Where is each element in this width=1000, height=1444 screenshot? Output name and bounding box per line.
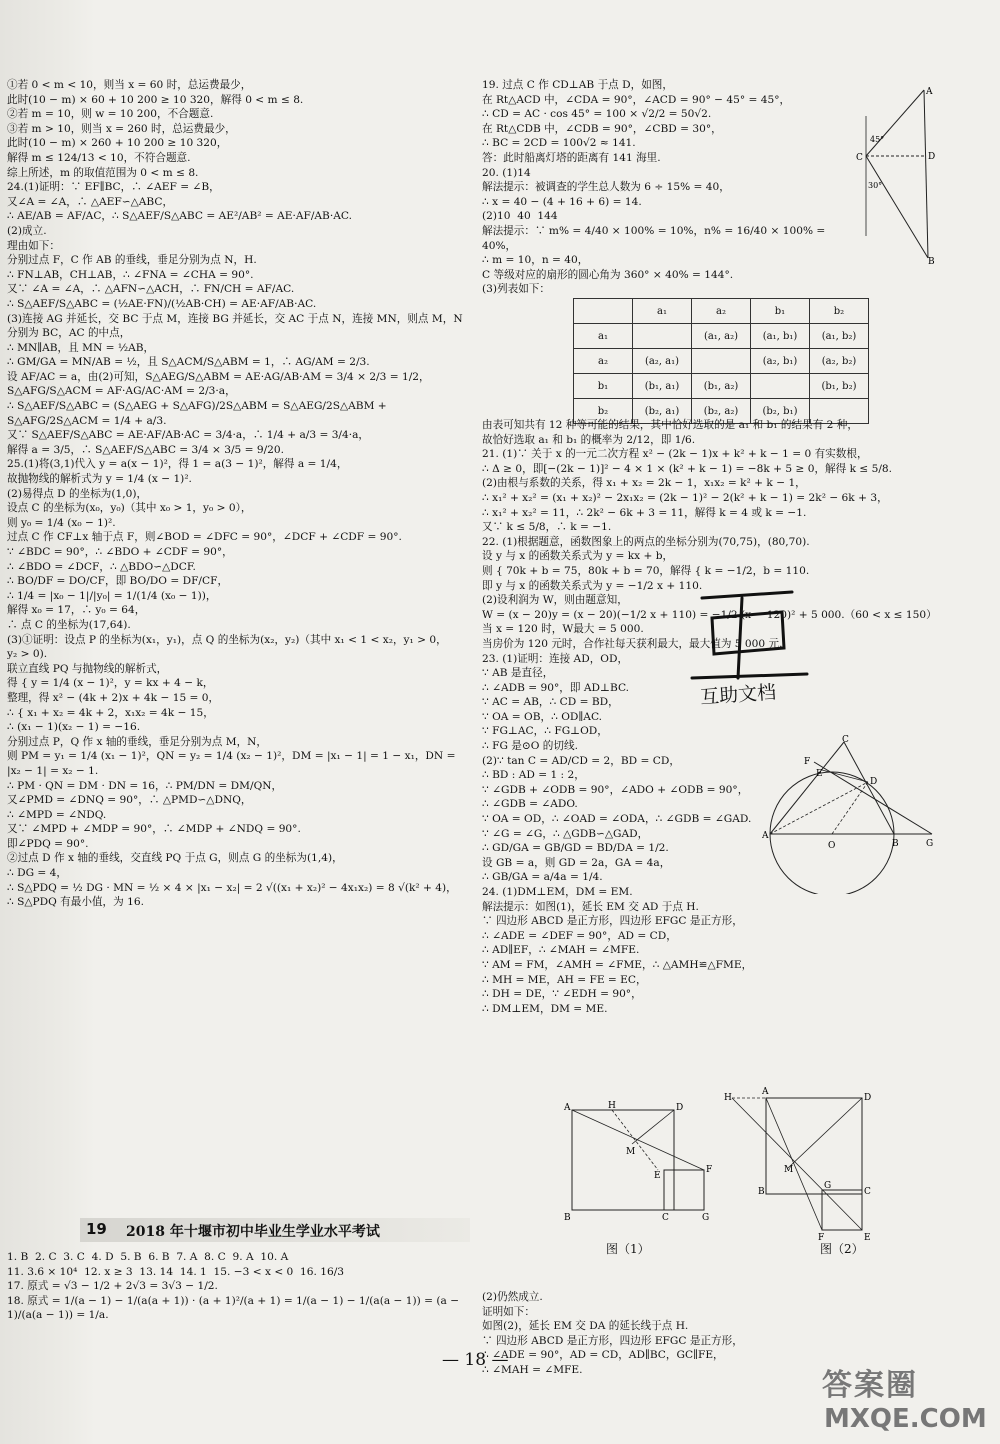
solution-line: 证明如下： — [482, 1305, 535, 1318]
solution-line: ∴ ∠ADE = ∠DEF = 90°，AD = CD， — [482, 929, 677, 942]
solution-line: 得 { y = 1/4 (x − 1)²，y = kx + 4 − k， — [7, 677, 214, 690]
solution-line: ∴ DM⊥EM，DM = ME. — [482, 1002, 608, 1015]
solution-line: 理由如下： — [7, 239, 60, 252]
fig1-caption: 图（1） — [606, 1242, 650, 1256]
table-cell: a₁ — [574, 324, 633, 349]
solution-line: ②若 m = 10，则 w = 10 200，不合题意. — [7, 108, 214, 121]
circle-label-a: A — [762, 831, 769, 841]
table-cell: b₂ — [574, 399, 633, 424]
table-cell: (a₂, b₁) — [751, 349, 810, 374]
ship-label-45: 45° — [870, 135, 885, 144]
solution-line: ∴ AE/AB = AF/AC，∴ S△AEF/S△ABC = AE²/AB² = AE·AF/AB·AC. — [7, 210, 352, 223]
fig2-label-f: F — [818, 1233, 825, 1243]
fig2-caption: 图（2） — [820, 1242, 864, 1256]
table-cell: (a₂, a₁) — [633, 349, 692, 374]
table-cell: (b₁, a₁) — [633, 374, 692, 399]
solution-line: 整理，得 x² − (4k + 2)x + 4k − 15 = 0， — [7, 691, 220, 704]
circle-label-b: B — [892, 839, 899, 849]
solution-line: ∴ MN∥AB，且 MN = ½AB， — [7, 341, 155, 354]
circle-label-g: G — [926, 839, 934, 849]
solution-line: W = (x − 20)y = (x − 20)(−1/2 x + 110) = −1/2 (x − 120)² + 5 000.（60 < x ≤ 150） — [482, 608, 937, 621]
solution-line: 即 y 与 x 的函数关系式为 y = −1/2 x + 110. — [482, 579, 703, 592]
fig1-label-h: H — [608, 1101, 616, 1111]
table-cell: (a₁, a₂) — [692, 324, 751, 349]
circle-label-c: C — [842, 735, 849, 745]
watermark-url: MXQE.COM — [824, 1404, 987, 1434]
right-column-top — [482, 78, 852, 297]
solution-line: ∵ FG⊥AC，∴ FG⊥OD， — [482, 725, 608, 738]
solution-line: 23. (1)证明：连接 AD，OD， — [482, 652, 629, 665]
solution-line: 故抛物线的解析式为 y = 1/4 (x − 1)². — [7, 473, 192, 486]
page-number: — 18 — — [442, 1350, 509, 1370]
solution-line: 则 y₀ = 1/4 (x₀ − 1)². — [7, 516, 116, 529]
solution-line: (2)仍然成立. — [482, 1291, 543, 1303]
solution-line: 当 x = 120 时，W最大 = 5 000. — [482, 623, 644, 636]
table-cell: (a₂, b₂) — [810, 349, 869, 374]
solution-line: ∴ MH = ME，AH = FE = EC， — [482, 973, 647, 986]
solution-line: ∴ x₁² + x₂² = (x₁ + x₂)² − 2x₁x₂ = (2k − 1)² − 2(k² + k − 1) = 2k² − 6k + 3， — [482, 491, 888, 504]
fig1-label-m: M — [626, 1147, 636, 1157]
solution-line: 又∵ ∠A = ∠A，∴ △AFN∽△ACH，∴ FN/CH = AF/AC. — [7, 283, 295, 296]
circle-label-d: D — [870, 777, 878, 787]
solution-line: ∴ S△AEF/S△ABC = (½AE·FN)/(½AB·CH) = AE·AF/AB·AC. — [7, 297, 317, 310]
solution-line: y₂ > 0). — [7, 648, 48, 661]
solution-line: ∴ 1/4 = |x₀ − 1|/|y₀| = 1/(1/4 (x₀ − 1))， — [7, 589, 217, 602]
solution-line: ∴ ∠MPD = ∠NDQ. — [7, 808, 107, 821]
answers-block — [7, 1250, 473, 1323]
square-figure-2 — [722, 1086, 882, 1246]
solution-line: 19. 过点 C 作 CD⊥AB 于点 D，如图， — [482, 79, 673, 91]
solution-line: ∵ 四边形 ABCD 是正方形，四边形 EFGC 是正方形， — [482, 915, 743, 928]
ship-label-a: A — [926, 87, 933, 97]
solution-line: ∴ S△PDQ 有最小值，为 16. — [7, 896, 144, 909]
table-cell — [692, 349, 751, 374]
solution-line: (2)∵ tan C = AD/CD = 2，BD = CD， — [482, 754, 680, 767]
solution-line: 又∵ ∠MPD + ∠MDP = 90°，∴ ∠MDP + ∠NDQ = 90°. — [7, 823, 301, 836]
combination-table — [573, 298, 869, 424]
table-cell: (b₁, b₂) — [810, 374, 869, 399]
solution-line: ∴ PM · QN = DM · DN = 16，∴ PM/DN = DM/QN， — [7, 779, 283, 792]
table-cell: (a₁, b₂) — [810, 324, 869, 349]
solution-line: 22. (1)根据题意，函数图象上的两点的坐标分别为(70,75)，(80,70). — [482, 535, 810, 548]
solution-line: 又∵ k ≤ 5/8，∴ k = −1. — [482, 521, 612, 534]
section-title: 2018 年十堰市初中毕业生学业水平考试 — [126, 1224, 380, 1240]
solution-line: 设点 C 的坐标为(x₀，y₀)（其中 x₀ > 1，y₀ > 0）， — [7, 502, 252, 515]
answer-line: 1. B 2. C 3. C 4. D 5. B 6. B 7. A 8. C 9. A 10. A — [7, 1251, 289, 1263]
circle-label-e: E — [816, 769, 823, 779]
table-header-cell: b₁ — [751, 299, 810, 324]
solution-line: ∴ GM/GA = MN/AB = ½，且 S△ACM/S△ABM = 1，∴ AG/AM = 2/3. — [7, 356, 370, 369]
solution-line: 联立直线 PQ 与抛物线的解析式， — [7, 662, 168, 675]
fig2-label-c: C — [864, 1187, 871, 1197]
solution-line: 综上所述，m 的取值范围为 0 < m ≤ 8. — [7, 166, 199, 179]
solution-line: ∵ ∠BDC = 90°，∴ ∠BDO + ∠CDF = 90°， — [7, 546, 233, 558]
table-row — [574, 349, 869, 374]
solution-line: ∴ FN⊥AB，CH⊥AB，∴ ∠FNA = ∠CHA = 90°. — [7, 268, 254, 281]
solution-line: ∵ AM = FM，∠AMH = ∠FME，∴ △AMH≌△FME， — [482, 958, 753, 971]
solution-line: 此时(10 − m) × 60 + 10 200 ≥ 10 320，解得 0 < m ≤ 8. — [7, 93, 304, 106]
ship-label-d: D — [928, 152, 936, 162]
answer-line: 18. 原式 = 1/(a − 1) − 1/(a(a + 1)) · (a + 1)²/(a + 1) = 1/(a − 1) − 1/(a(a − 1)) = (a − 1)/(a(a − 1)) = 1/a. — [7, 1294, 463, 1322]
solution-line: 24. (1)DM⊥EM，DM = EM. — [482, 886, 633, 898]
solution-line: ∴ x₁² + x₂² = 11，∴ 2k² − 6k + 3 = 11，解得 k = 4 或 k = −1. — [482, 506, 807, 519]
table-header-cell — [574, 299, 633, 324]
solution-line: 在 Rt△ACD 中，∠CDA = 90°，∠ACD = 90° − 45° = 45°， — [482, 93, 791, 106]
solution-line: 又∵ S△AEF/S△ABC = AE·AF/AB·AC = 3/4·a，∴ 1/4 + a/3 = 3/4·a， — [7, 429, 370, 442]
fig2-label-a: A — [762, 1087, 769, 1097]
fig1-label-d: D — [676, 1103, 684, 1113]
solution-line: 又∠A = ∠A，∴ △AEF∽△ABC， — [7, 195, 174, 208]
fig1-label-b: B — [564, 1213, 571, 1223]
solution-line: ②过点 D 作 x 轴的垂线，交直线 PQ 于点 G，则点 G 的坐标为(1,4)， — [7, 852, 343, 865]
solution-line: ∴ BD : AD = 1 : 2， — [482, 769, 585, 782]
table-header-cell: b₂ — [810, 299, 869, 324]
table-cell: (b₁, a₂) — [692, 374, 751, 399]
ship-label-30: 30° — [868, 181, 883, 190]
solution-line: (2)由根与系数的关系，得 x₁ + x₂ = 2k − 1，x₁x₂ = k² + k − 1， — [482, 477, 806, 490]
solution-line: ∴ S△PDQ = ½ DG · MN = ½ × 4 × |x₁ − x₂| = 2 √((x₁ + x₂)² − 4x₁x₂) = 8 √(k² + 4)， — [7, 881, 457, 894]
table-cell — [633, 324, 692, 349]
stamp-text: 互助文档 — [699, 681, 777, 709]
solution-line: ∴ ∠ADB = 90°，即 AD⊥BC. — [482, 681, 630, 694]
solution-line: |x₂ − 1| = x₂ − 1. — [7, 764, 99, 777]
table-cell: (b₂, a₂) — [692, 399, 751, 424]
fig2-label-m: M — [784, 1165, 794, 1175]
solution-line: ∴ CD = AC · cos 45° = 100 × √2/2 = 50√2. — [482, 108, 712, 121]
ship-label-b: B — [928, 257, 935, 266]
table-header-cell: a₁ — [633, 299, 692, 324]
solution-line: ∴ GD/GA = GB/GD = BD/DA = 1/2. — [482, 842, 669, 855]
circle-tangent-figure — [762, 734, 942, 894]
lighthouse-figure — [852, 86, 942, 266]
solution-line: ③若 m > 10，则当 x = 260 时，总运费最少， — [7, 122, 236, 135]
solution-line: 25.(1)将(3,1)代入 y = a(x − 1)²，得 1 = a(3 − 1)²，解得 a = 1/4， — [7, 458, 348, 471]
solution-line: ∴ ∠ADE = 90°，AD = CD，AD∥BC，GC∥FE， — [482, 1349, 724, 1362]
ship-label-c: C — [856, 153, 863, 163]
solution-line: 则 PM = y₁ = 1/4 (x₁ − 1)²，QN = y₂ = 1/4 (x₂ − 1)²，DM = |x₁ − 1| = 1 − x₁，DN = — [7, 750, 456, 763]
solution-line: 分别过点 P，Q 作 x 轴的垂线，垂足分别为点 M，N， — [7, 735, 268, 748]
fig1-label-e: E — [654, 1171, 661, 1181]
solution-line: (3)列表如下： — [482, 283, 550, 296]
solution-line: C 等级对应的扇形的圆心角为 360° × 40% = 144°. — [482, 268, 734, 281]
solution-line: (2)易得点 D 的坐标为(1,0)， — [7, 487, 148, 500]
solution-line: ∴ S△AEF/S△ABC = (S△AEG + S△AFG)/2S△ABM = S△AEG/2S△ABM + S△AFG/2S△ACM = 1/4 + a/3. — [7, 400, 391, 427]
solution-line: ∴ m = 10，n = 40， — [482, 254, 589, 267]
table-cell — [751, 374, 810, 399]
solution-line: 即∠PDQ = 90°. — [7, 837, 89, 850]
solution-line: 如图(2)，延长 EM 交 DA 的延长线于点 H. — [482, 1320, 689, 1333]
table-cell: (b₂, a₁) — [633, 399, 692, 424]
solution-line: ∴ ∠BDO = ∠DCF，∴ △BDO∽△DCF. — [7, 560, 196, 573]
fig1-label-g: G — [702, 1213, 710, 1223]
fig1-label-a: A — [564, 1103, 571, 1113]
fig1-label-c: C — [662, 1213, 669, 1223]
fig1-label-f: F — [706, 1165, 713, 1175]
solution-line: ∴ 点 C 的坐标为(17,64). — [7, 618, 131, 631]
solution-line: 过点 C 作 CF⊥x 轴于点 F，则∠BOD = ∠DFC = 90°，∠DCF + ∠CDF = 90°. — [7, 531, 402, 544]
solution-line: 解得 m ≤ 124/13 < 10，不符合题意. — [7, 151, 191, 164]
solution-line: ①若 0 < m < 10，则当 x = 60 时，总运费最少， — [7, 79, 252, 91]
solution-line: 由表可知共有 12 种等可能的结果，其中恰好选取的是 a₁ 和 b₁ 的结果有 2 种， — [482, 419, 858, 431]
circle-label-f: F — [804, 757, 811, 767]
solution-line: ∵ OA = OD，∴ ∠OAD = ∠ODA，∴ ∠GDB = ∠GAD. — [482, 813, 752, 826]
solution-line: ∴ (x₁ − 1)(x₂ − 1) = −16. — [7, 721, 141, 734]
solution-line: ∴ Δ ≥ 0，即[−(2k − 1)]² − 4 × 1 × (k² + k − 1) = −8k + 5 ≥ 0，解得 k ≤ 5/8. — [482, 462, 893, 475]
solution-line: 当房价为 120 元时，合作社每天获利最大，最大值为 5 000 元. — [482, 637, 783, 650]
answer-line: 17. 原式 = √3 − 1/2 + 2√3 = 3√3 − 1/2. — [7, 1280, 218, 1293]
solution-line: 解法提示：如图(1)，延长 EM 交 AD 于点 H. — [482, 900, 699, 913]
solution-line: 解法提示：被调查的学生总人数为 6 ÷ 15% = 40， — [482, 181, 730, 194]
fig2-label-b: B — [758, 1187, 765, 1197]
solution-line: ∴ BC = 2CD = 100√2 ≈ 141. — [482, 137, 636, 150]
solution-line: ∴ ∠GDB = ∠ADO. — [482, 798, 578, 811]
solution-line: (2)成立. — [7, 224, 47, 237]
solution-line: ∴ DG = 4， — [7, 867, 68, 880]
table-row — [574, 324, 869, 349]
solution-line: ∵ AC = AB，∴ CD = BD， — [482, 696, 619, 709]
table-cell: (b₂, b₁) — [751, 399, 810, 424]
table-cell: (a₁, b₁) — [751, 324, 810, 349]
solution-line: (2)10 40 144 — [482, 210, 558, 223]
solution-line: ∴ FG 是⊙O 的切线. — [482, 740, 578, 753]
left-column — [7, 78, 473, 910]
circle-label-o: O — [828, 841, 836, 851]
solution-line: (2)设利润为 W，则由题意知， — [482, 594, 628, 607]
solution-line: 设 y 与 x 的函数关系式为 y = kx + b， — [482, 550, 674, 563]
solution-line: 设 AF/AC = a，由(2)可知，S△AEG/S△ABM = AE·AG/AB·AM = 3/4 × 2/3 = 1/2， — [7, 370, 430, 383]
fig2-label-h: H — [724, 1093, 732, 1103]
section-number: 19 — [86, 1220, 107, 1238]
fig2-label-g: G — [824, 1181, 832, 1191]
solution-line: 20. (1)14 — [482, 166, 531, 179]
solution-line: ∵ ∠G = ∠G，∴ △GDB∽△GAD， — [482, 827, 649, 840]
solution-line: 答：此时船离灯塔的距离有 141 海里. — [482, 151, 661, 164]
solution-line: ∴ ∠MAH = ∠MFE. — [482, 1363, 583, 1376]
solution-line: ∵ OA = OB，∴ OD∥AC. — [482, 710, 603, 723]
answer-line: 11. 3.6 × 10⁴ 12. x ≥ 3 13. 14 14. 1 15. −3 < x < 0 16. 16/3 — [7, 1265, 345, 1278]
solution-line: ∴ x = 40 − (4 + 16 + 6) = 14. — [482, 195, 642, 208]
solution-line: 分别为 BC，AC 的中点， — [7, 327, 131, 340]
fig2-label-d: D — [864, 1093, 872, 1103]
table-header-cell: a₂ — [692, 299, 751, 324]
solution-line: ∴ { x₁ + x₂ = 4k + 2，x₁x₂ = 4k − 15， — [7, 706, 214, 719]
solution-line: ∴ DH = DE，∵ ∠EDH = 90°， — [482, 988, 642, 1001]
solution-line: ∵ AB 是直径， — [482, 667, 554, 680]
table-cell: b₁ — [574, 374, 633, 399]
solution-line: 解得 x₀ = 17，∴ y₀ = 64， — [7, 604, 146, 617]
table-row — [574, 374, 869, 399]
solution-line: 又∠PMD = ∠DNQ = 90°，∴ △PMD∽△DNQ， — [7, 794, 252, 807]
solution-line: 在 Rt△CDB 中，∠CDB = 90°，∠CBD = 30°， — [482, 122, 722, 135]
solution-line: 21. (1)∵ 关于 x 的一元二次方程 x² − (2k − 1)x + k² + k − 1 = 0 有实数根， — [482, 448, 868, 461]
solution-line: 则 { 70k + b = 75，80k + b = 70，解得 { k = −1/2，b = 110. — [482, 564, 810, 577]
square-figure-1 — [562, 1098, 722, 1228]
table-cell: a₂ — [574, 349, 633, 374]
solution-line: 24.(1)证明：∵ EF∥BC，∴ ∠AEF = ∠B， — [7, 181, 220, 194]
solution-line: ∴ GB/GA = a/4a = 1/4. — [482, 871, 603, 884]
right-column-mid — [482, 418, 982, 1016]
solution-line: 解得 a = 3/5，∴ S△AEF/S△ABC = 3/4 × 3/5 = 9/20. — [7, 443, 285, 456]
watermark-logo: 答案圈 — [822, 1368, 918, 1403]
solution-line: (3)连接 AG 并延长，交 BC 于点 M，连接 BG 并延长，交 AC 于点 N，连接 MN，则点 M，N — [7, 312, 463, 325]
solution-line: ∵ ∠GDB + ∠ODB = 90°，∠ADO + ∠ODB = 90°， — [482, 783, 749, 796]
solution-line: ∵ 四边形 ABCD 是正方形，四边形 EFGC 是正方形， — [482, 1334, 743, 1347]
solution-line: 设 GB = a，则 GD = 2a，GA = 4a， — [482, 856, 671, 869]
solution-line: 解法提示：∵ m% = 4/40 × 100% = 10%，n% = 16/40 × 100% = 40%， — [482, 224, 829, 252]
solution-line: S△AFG/S△ACM = AF·AG/AC·AM = 2/3·a， — [7, 385, 236, 398]
solution-line: 此时(10 − m) × 260 + 10 200 ≥ 10 320， — [7, 137, 228, 150]
solution-line: 分别过点 F，C 作 AB 的垂线，垂足分别为点 N，H. — [7, 254, 257, 267]
fig2-label-e: E — [864, 1233, 871, 1243]
solution-line: 故恰好选取 a₁ 和 b₁ 的概率为 2/12，即 1/6. — [482, 433, 696, 446]
solution-line: ∴ AD∥EF，∴ ∠MAH = ∠MFE. — [482, 944, 640, 957]
solution-line: ∴ BO/DF = DO/CF，即 BO/DO = DF/CF， — [7, 575, 229, 588]
section-banner — [80, 1218, 470, 1242]
solution-line: (3)①证明：设点 P 的坐标为(x₁，y₁)，点 Q 的坐标为(x₂，y₂)（其中 x₁ < 1 < x₂，y₁ > 0， — [7, 633, 447, 646]
